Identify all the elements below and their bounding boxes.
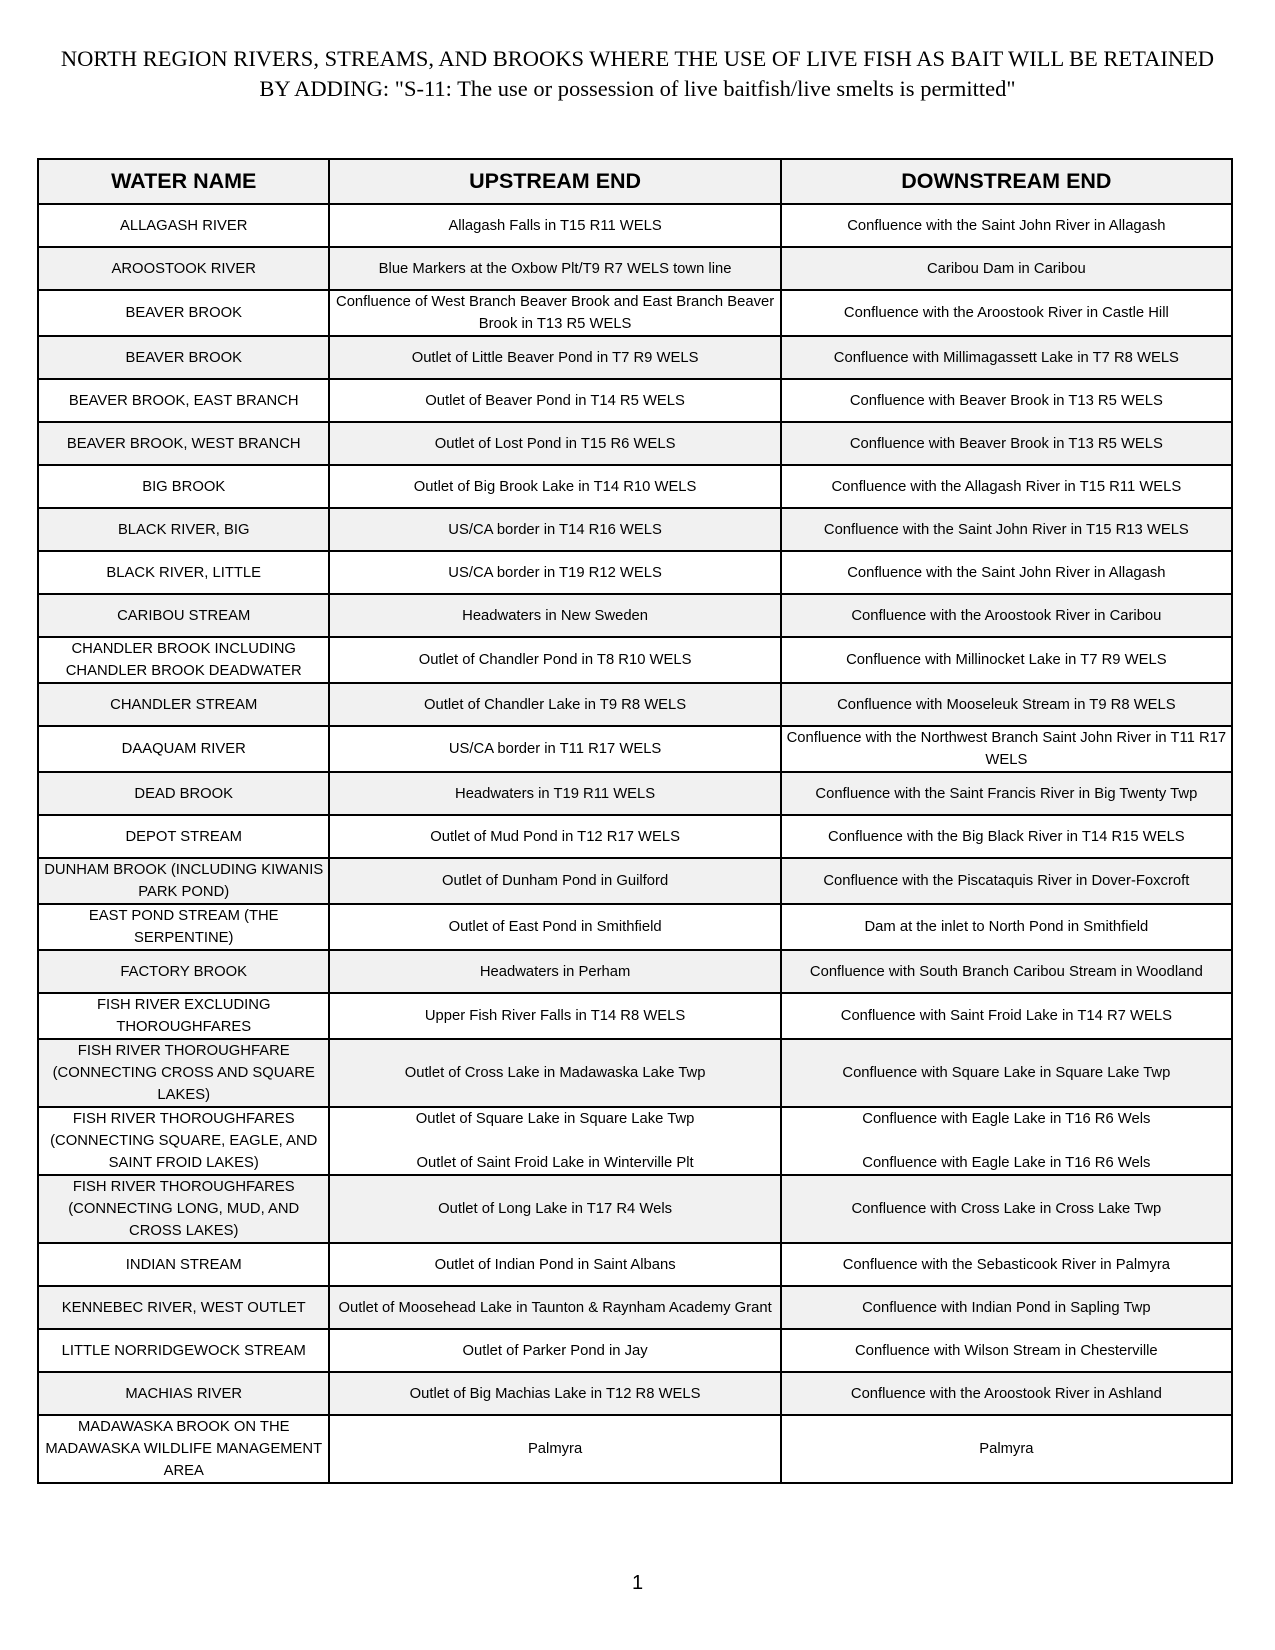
water-name-cell: AROOSTOOK RIVER xyxy=(38,247,329,290)
table-row xyxy=(38,1107,1232,1175)
water-name-cell: MADAWASKA BROOK ON THE MADAWASKA WILDLIFE MANAGEMENT AREA xyxy=(38,1415,329,1483)
table-row xyxy=(38,379,1232,422)
upstream-end-cell: US/CA border in T11 R17 WELS xyxy=(329,726,780,772)
water-name-cell: BEAVER BROOK xyxy=(38,290,329,336)
downstream-end-cell: Confluence with Cross Lake in Cross Lake Twp xyxy=(781,1175,1232,1243)
header-downstream-end: DOWNSTREAM END xyxy=(781,159,1232,204)
water-name-cell: BLACK RIVER, BIG xyxy=(38,508,329,551)
downstream-end-cell xyxy=(781,1107,1232,1175)
page-number: 1 xyxy=(631,1572,644,1594)
upstream-end-cell: US/CA border in T19 R12 WELS xyxy=(329,551,780,594)
downstream-end-cell: Confluence with Wilson Stream in Chesterville xyxy=(781,1329,1232,1372)
upstream-end-cell: Outlet of Long Lake in T17 R4 Wels xyxy=(329,1175,780,1243)
table-row xyxy=(38,1415,1232,1483)
downstream-end-cell: Confluence with Beaver Brook in T13 R5 WELS xyxy=(781,422,1232,465)
upstream-end-cell: Outlet of Big Brook Lake in T14 R10 WELS xyxy=(329,465,780,508)
downstream-end-cell: Confluence with the Aroostook River in Ashland xyxy=(781,1372,1232,1415)
water-name-cell: LITTLE NORRIDGEWOCK STREAM xyxy=(38,1329,329,1372)
title-line-2: BY ADDING: "S-11: The use or possession of live baitfish/live smelts is permitted" xyxy=(259,76,1016,101)
upstream-end-cell: Outlet of Lost Pond in T15 R6 WELS xyxy=(329,422,780,465)
downstream-end-cell: Palmyra xyxy=(781,1415,1232,1483)
table-row xyxy=(38,726,1232,772)
upstream-end-cell xyxy=(329,1107,780,1175)
upstream-end-cell: Outlet of Dunham Pond in Guilford xyxy=(329,858,780,904)
table-row xyxy=(38,904,1232,950)
upstream-end-cell: Outlet of Beaver Pond in T14 R5 WELS xyxy=(329,379,780,422)
downstream-end-line-1: Confluence with Eagle Lake in T16 R6 Wels xyxy=(862,1111,1151,1127)
downstream-end-cell: Confluence with Saint Froid Lake in T14 R7 WELS xyxy=(781,993,1232,1039)
water-name-cell: EAST POND STREAM (THE SERPENTINE) xyxy=(38,904,329,950)
table-row xyxy=(38,637,1232,683)
water-name-cell: BLACK RIVER, LITTLE xyxy=(38,551,329,594)
downstream-end-cell: Confluence with Mooseleuk Stream in T9 R8 WELS xyxy=(781,683,1232,726)
document-title xyxy=(40,44,1235,104)
table-row xyxy=(38,772,1232,815)
waters-table xyxy=(37,158,1233,1484)
upstream-end-cell: Outlet of Chandler Lake in T9 R8 WELS xyxy=(329,683,780,726)
water-name-cell: MACHIAS RIVER xyxy=(38,1372,329,1415)
table-row xyxy=(38,508,1232,551)
upstream-end-cell: Outlet of Parker Pond in Jay xyxy=(329,1329,780,1372)
downstream-end-cell: Confluence with Indian Pond in Sapling Twp xyxy=(781,1286,1232,1329)
upstream-end-cell: Outlet of Moosehead Lake in Taunton & Raynham Academy Grant xyxy=(329,1286,780,1329)
water-name-cell: INDIAN STREAM xyxy=(38,1243,329,1286)
table-row xyxy=(38,336,1232,379)
upstream-end-cell: Outlet of Mud Pond in T12 R17 WELS xyxy=(329,815,780,858)
water-name-cell: ALLAGASH RIVER xyxy=(38,204,329,247)
water-name-cell: BEAVER BROOK xyxy=(38,336,329,379)
downstream-end-cell: Confluence with Beaver Brook in T13 R5 WELS xyxy=(781,379,1232,422)
downstream-end-cell: Confluence with the Saint John River in Allagash xyxy=(781,551,1232,594)
table-row xyxy=(38,993,1232,1039)
downstream-end-cell: Confluence with the Saint John River in Allagash xyxy=(781,204,1232,247)
downstream-end-cell: Confluence with Millimagassett Lake in T7 R8 WELS xyxy=(781,336,1232,379)
header-water-name: WATER NAME xyxy=(38,159,329,204)
upstream-end-cell: US/CA border in T14 R16 WELS xyxy=(329,508,780,551)
table-row xyxy=(38,247,1232,290)
water-name-cell: FISH RIVER THOROUGHFARES (CONNECTING LONG, MUD, AND CROSS LAKES) xyxy=(38,1175,329,1243)
table-row xyxy=(38,1372,1232,1415)
water-name-cell: FISH RIVER EXCLUDING THOROUGHFARES xyxy=(38,993,329,1039)
table-row xyxy=(38,950,1232,993)
table-row xyxy=(38,551,1232,594)
table-row xyxy=(38,422,1232,465)
upstream-end-cell: Outlet of East Pond in Smithfield xyxy=(329,904,780,950)
downstream-end-cell: Dam at the inlet to North Pond in Smithfield xyxy=(781,904,1232,950)
table-row xyxy=(38,683,1232,726)
water-name-cell: BEAVER BROOK, EAST BRANCH xyxy=(38,379,329,422)
upstream-end-cell: Palmyra xyxy=(329,1415,780,1483)
upstream-end-cell: Blue Markers at the Oxbow Plt/T9 R7 WELS town line xyxy=(329,247,780,290)
upstream-end-cell: Confluence of West Branch Beaver Brook and East Branch Beaver Brook in T13 R5 WELS xyxy=(329,290,780,336)
water-name-cell: CHANDLER STREAM xyxy=(38,683,329,726)
upstream-end-cell: Headwaters in T19 R11 WELS xyxy=(329,772,780,815)
downstream-end-cell: Confluence with the Aroostook River in Caribou xyxy=(781,594,1232,637)
downstream-end-cell: Confluence with the Sebasticook River in Palmyra xyxy=(781,1243,1232,1286)
upstream-end-cell: Outlet of Chandler Pond in T8 R10 WELS xyxy=(329,637,780,683)
table-row xyxy=(38,1286,1232,1329)
upstream-end-cell: Headwaters in New Sweden xyxy=(329,594,780,637)
downstream-end-cell: Caribou Dam in Caribou xyxy=(781,247,1232,290)
table-row xyxy=(38,594,1232,637)
water-name-cell: DAAQUAM RIVER xyxy=(38,726,329,772)
water-name-cell: CHANDLER BROOK INCLUDING CHANDLER BROOK DEADWATER xyxy=(38,637,329,683)
water-name-cell: DEAD BROOK xyxy=(38,772,329,815)
table-row xyxy=(38,815,1232,858)
table-row xyxy=(38,1329,1232,1372)
upstream-end-cell: Allagash Falls in T15 R11 WELS xyxy=(329,204,780,247)
title-line-1: NORTH REGION RIVERS, STREAMS, AND BROOKS WHERE THE USE OF LIVE FISH AS BAIT WILL BE RETAINED xyxy=(60,46,1215,71)
water-name-cell: KENNEBEC RIVER, WEST OUTLET xyxy=(38,1286,329,1329)
water-name-cell: FISH RIVER THOROUGHFARE (CONNECTING CROSS AND SQUARE LAKES) xyxy=(38,1039,329,1107)
table-row xyxy=(38,1243,1232,1286)
upstream-end-line-2: Outlet of Saint Froid Lake in Winterville Plt xyxy=(416,1155,694,1171)
upstream-end-cell: Outlet of Indian Pond in Saint Albans xyxy=(329,1243,780,1286)
table-row xyxy=(38,204,1232,247)
table-row xyxy=(38,858,1232,904)
upstream-end-line-1: Outlet of Square Lake in Square Lake Twp xyxy=(415,1111,695,1127)
upstream-end-cell: Outlet of Cross Lake in Madawaska Lake Twp xyxy=(329,1039,780,1107)
water-name-cell: FISH RIVER THOROUGHFARES (CONNECTING SQUARE, EAGLE, AND SAINT FROID LAKES) xyxy=(38,1107,329,1175)
upstream-end-cell: Upper Fish River Falls in T14 R8 WELS xyxy=(329,993,780,1039)
water-name-cell: FACTORY BROOK xyxy=(38,950,329,993)
table-row xyxy=(38,290,1232,336)
upstream-end-cell: Outlet of Little Beaver Pond in T7 R9 WELS xyxy=(329,336,780,379)
downstream-end-cell: Confluence with the Allagash River in T15 R11 WELS xyxy=(781,465,1232,508)
table-header-row xyxy=(38,159,1232,204)
table-row xyxy=(38,1039,1232,1107)
downstream-end-cell: Confluence with Millinocket Lake in T7 R9 WELS xyxy=(781,637,1232,683)
header-upstream-end: UPSTREAM END xyxy=(329,159,780,204)
downstream-end-cell: Confluence with the Saint John River in T15 R13 WELS xyxy=(781,508,1232,551)
downstream-end-cell: Confluence with the Saint Francis River in Big Twenty Twp xyxy=(781,772,1232,815)
downstream-end-cell: Confluence with the Piscataquis River in Dover-Foxcroft xyxy=(781,858,1232,904)
downstream-end-line-2: Confluence with Eagle Lake in T16 R6 Wels xyxy=(862,1155,1151,1171)
water-name-cell: DUNHAM BROOK (INCLUDING KIWANIS PARK POND) xyxy=(38,858,329,904)
downstream-end-cell: Confluence with Square Lake in Square Lake Twp xyxy=(781,1039,1232,1107)
water-name-cell: BIG BROOK xyxy=(38,465,329,508)
downstream-end-cell: Confluence with the Big Black River in T14 R15 WELS xyxy=(781,815,1232,858)
table-row xyxy=(38,1175,1232,1243)
upstream-end-cell: Headwaters in Perham xyxy=(329,950,780,993)
table-row xyxy=(38,465,1232,508)
water-name-cell: BEAVER BROOK, WEST BRANCH xyxy=(38,422,329,465)
downstream-end-cell: Confluence with the Northwest Branch Saint John River in T11 R17 WELS xyxy=(781,726,1232,772)
water-name-cell: CARIBOU STREAM xyxy=(38,594,329,637)
water-name-cell: DEPOT STREAM xyxy=(38,815,329,858)
downstream-end-cell: Confluence with the Aroostook River in Castle Hill xyxy=(781,290,1232,336)
upstream-end-cell: Outlet of Big Machias Lake in T12 R8 WELS xyxy=(329,1372,780,1415)
downstream-end-cell: Confluence with South Branch Caribou Stream in Woodland xyxy=(781,950,1232,993)
